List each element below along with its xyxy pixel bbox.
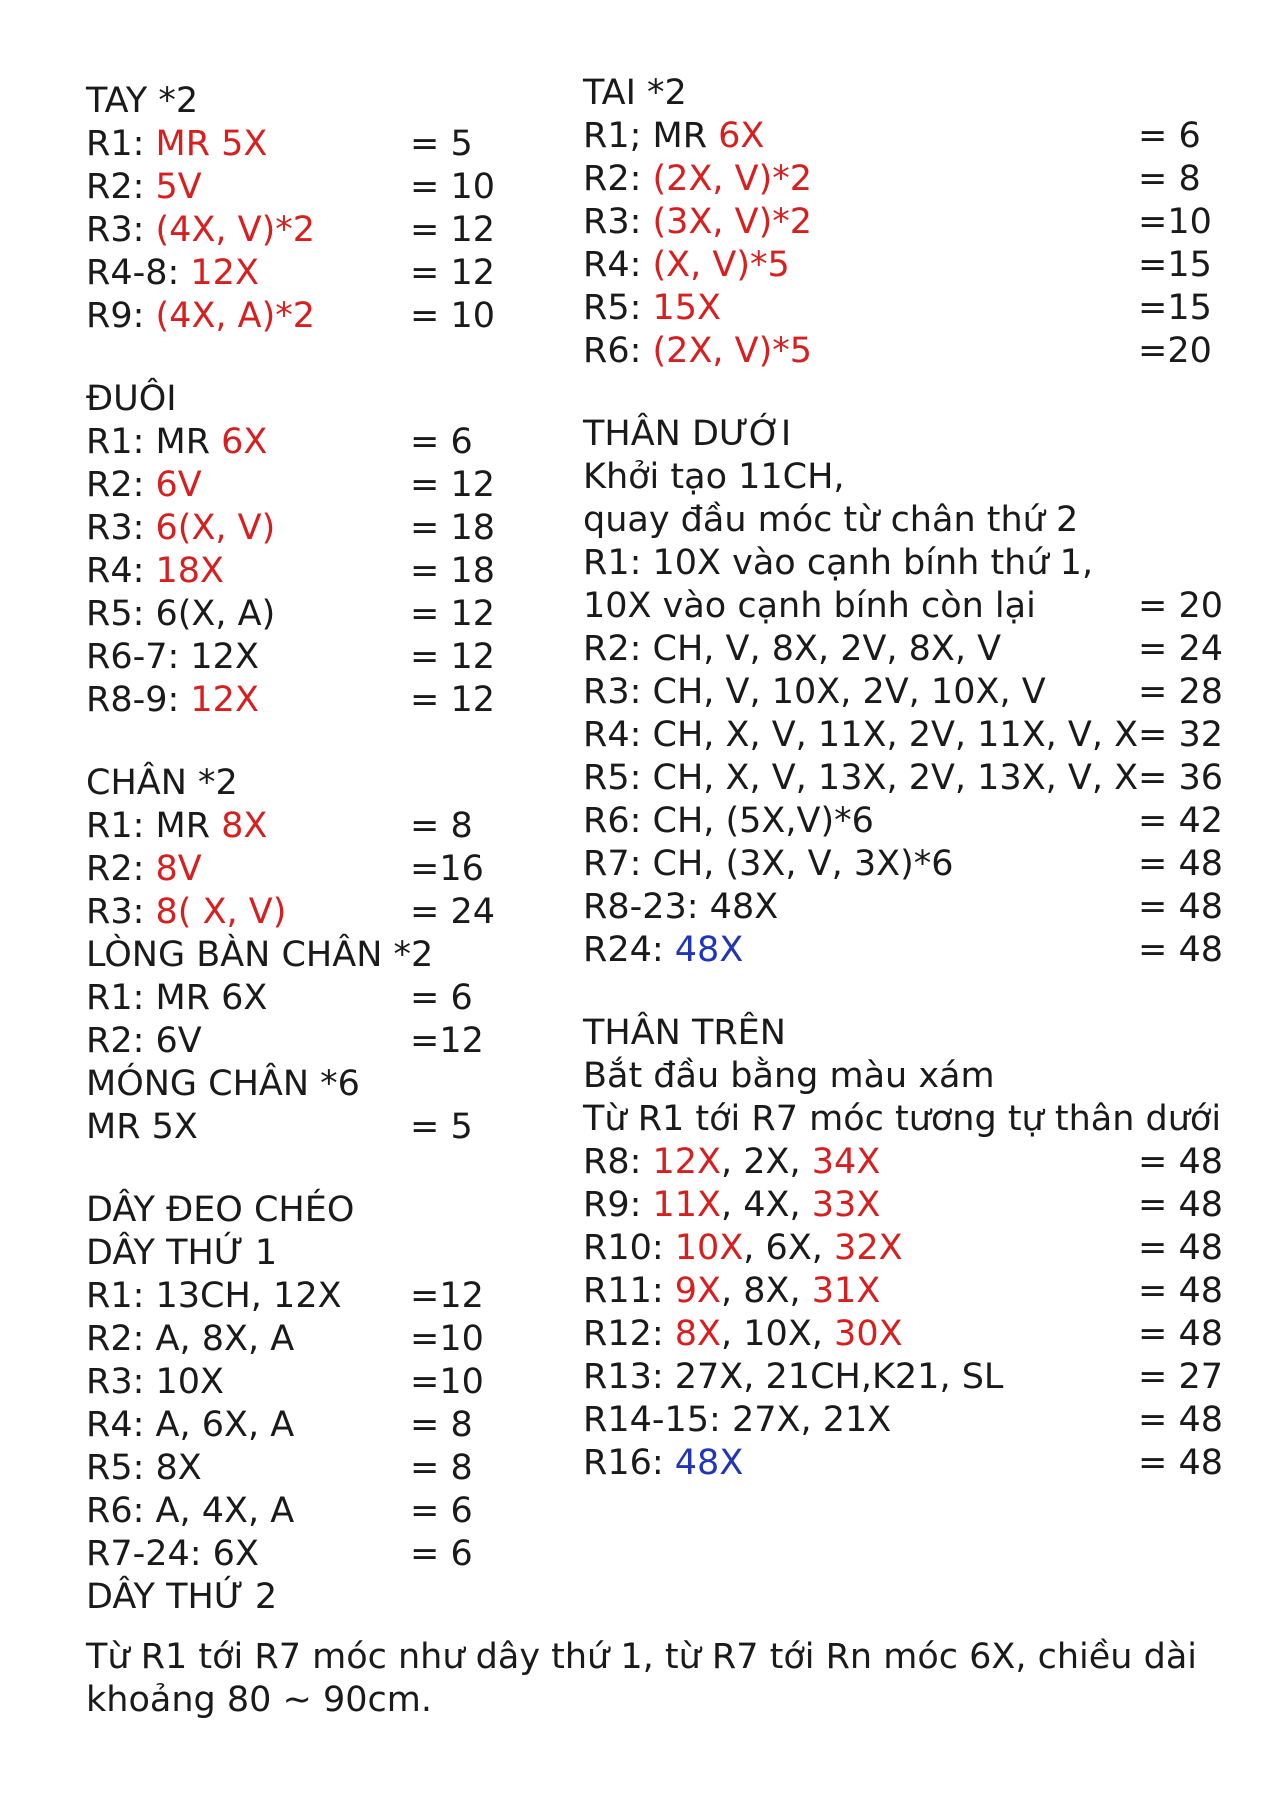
section-heading: quay đầu móc từ chân thứ 2 [583, 500, 1079, 540]
stitch-count: = 10 [410, 167, 495, 207]
highlighted-stitch: 12X [652, 1142, 722, 1182]
row-instruction [583, 1400, 891, 1440]
row-instruction [583, 288, 721, 328]
pattern-row [583, 201, 1243, 244]
pattern-row [86, 550, 506, 593]
stitch-count: = 12 [410, 680, 495, 720]
pattern-row [86, 166, 506, 209]
stitch-text: R3: CH, V, 10X, 2V, 10X, V [583, 672, 1046, 712]
row-instruction [583, 245, 790, 285]
footer-line-2: khoảng 80 ~ 90cm. [86, 1680, 432, 1720]
stitch-count: = 28 [1138, 672, 1223, 712]
row-instruction [86, 1405, 294, 1445]
highlighted-stitch: 33X [811, 1185, 881, 1225]
stitch-count: =12 [410, 1276, 484, 1316]
section-heading: THÂN DƯỚI [583, 414, 792, 454]
pattern-row [86, 1404, 506, 1447]
stitch-count: = 48 [1138, 1185, 1223, 1225]
stitch-count: = 12 [410, 210, 495, 250]
stitch-text: R1: [86, 124, 156, 164]
stitch-text: , 10X, [721, 1314, 835, 1354]
pattern-row [583, 244, 1243, 287]
highlighted-stitch: 12X [190, 680, 259, 720]
stitch-text: R6: [583, 331, 653, 371]
stitch-count: = 8 [410, 1448, 473, 1488]
stitch-count: = 12 [410, 637, 495, 677]
pattern-row [583, 1356, 1243, 1399]
stitch-text: 10X vào cạnh bính còn lại [583, 586, 1036, 626]
pattern-row [86, 252, 506, 295]
pattern-row [86, 1361, 506, 1404]
row-instruction [86, 551, 224, 591]
pattern-row [86, 593, 506, 636]
stitch-text: R3: [86, 892, 156, 932]
row-instruction [583, 586, 1036, 626]
stitch-count: = 36 [1138, 758, 1223, 798]
row-instruction [86, 167, 202, 207]
section-heading: R1: 10X vào cạnh bính thứ 1, [583, 543, 1094, 583]
spacer [583, 972, 1243, 1012]
row-instruction [583, 1443, 743, 1483]
footer-line-1: Từ R1 tới R7 móc như dây thứ 1, từ R7 tới Rn móc 6X, chiều dài [86, 1637, 1197, 1677]
stitch-count: =10 [410, 1319, 484, 1359]
highlighted-stitch: 10X [674, 1228, 744, 1268]
stitch-count: = 24 [410, 892, 495, 932]
stitch-text: R9: [86, 296, 156, 336]
row-instruction [583, 887, 778, 927]
highlighted-stitch: 6X [718, 116, 765, 156]
pattern-row [583, 671, 1243, 714]
stitch-count: = 6 [410, 978, 473, 1018]
stitch-count: =15 [1138, 245, 1212, 285]
stitch-text: R2: [86, 167, 156, 207]
stitch-text: R3: 10X [86, 1362, 225, 1402]
section-heading: DÂY THỨ 1 [86, 1233, 278, 1273]
section-heading: TAI *2 [583, 73, 687, 113]
pattern-row [583, 886, 1243, 929]
row-instruction [583, 629, 1001, 669]
stitch-text: R3: [86, 210, 156, 250]
row-instruction [583, 1185, 880, 1225]
stitch-count: = 32 [1138, 715, 1223, 755]
stitch-text: , 8X, [721, 1271, 812, 1311]
highlighted-stitch: 18X [155, 551, 225, 591]
highlighted-stitch: 9X [674, 1271, 722, 1311]
stitch-count: = 27 [1138, 1357, 1223, 1397]
pattern-row [583, 330, 1243, 373]
row-instruction [86, 210, 315, 250]
stitch-count: = 6 [410, 422, 473, 462]
stitch-text: R5: CH, X, V, 13X, 2V, 13X, V, X [583, 758, 1139, 798]
row-instruction [86, 465, 202, 505]
row-instruction [86, 1534, 259, 1574]
stitch-count: = 5 [410, 124, 473, 164]
row-instruction [86, 1491, 294, 1531]
stitch-count: = 8 [410, 806, 473, 846]
stitch-count: = 6 [410, 1491, 473, 1531]
stitch-text: R2: [86, 465, 156, 505]
pattern-row [86, 679, 506, 722]
stitch-text: R4: A, 6X, A [86, 1405, 295, 1445]
highlighted-stitch: 8V [155, 849, 202, 889]
pattern-row [86, 1490, 506, 1533]
stitch-text: R8: [583, 1142, 653, 1182]
stitch-text: R5: 6(X, A) [86, 594, 276, 634]
highlighted-stitch: 5V [155, 167, 202, 207]
row-instruction [86, 253, 259, 293]
pattern-row [583, 628, 1243, 671]
stitch-text: R6-7: 12X [86, 637, 259, 677]
stitch-count: = 48 [1138, 844, 1223, 884]
highlighted-stitch: 6(X, V) [155, 508, 276, 548]
stitch-count: = 48 [1138, 887, 1223, 927]
pattern-row [86, 977, 506, 1020]
row-instruction [86, 1448, 202, 1488]
highlighted-stitch: (4X, V)*2 [155, 210, 316, 250]
pattern-row [86, 1318, 506, 1361]
stitch-text: , 2X, [721, 1142, 812, 1182]
highlighted-stitch: (2X, V)*5 [652, 331, 813, 371]
row-instruction [583, 715, 1138, 755]
section-heading: TAY *2 [86, 81, 199, 121]
stitch-text: R24: [583, 930, 675, 970]
row-instruction [583, 930, 743, 970]
section-heading: DÂY ĐEO CHÉO [86, 1190, 355, 1230]
highlighted-stitch: 11X [652, 1185, 722, 1225]
section-heading: MÓNG CHÂN *6 [86, 1064, 360, 1104]
pattern-row [583, 1184, 1243, 1227]
row-instruction [86, 296, 315, 336]
spacer [583, 373, 1243, 413]
row-instruction [583, 672, 1046, 712]
stitch-count: =15 [1138, 288, 1212, 328]
pattern-row [86, 507, 506, 550]
stitch-count: = 48 [1138, 1228, 1223, 1268]
highlighted-stitch: (X, V)*5 [652, 245, 790, 285]
stitch-count: = 6 [410, 1534, 473, 1574]
highlighted-stitch: 8X [221, 806, 268, 846]
stitch-text: R10: [583, 1228, 675, 1268]
stitch-text: R5: 8X [86, 1448, 202, 1488]
row-instruction [86, 1107, 198, 1147]
stitch-text: R3: [583, 202, 653, 242]
highlighted-stitch: (2X, V)*2 [652, 159, 813, 199]
section-heading: Từ R1 tới R7 móc tương tự thân dưới [583, 1099, 1222, 1139]
row-instruction [86, 1021, 202, 1061]
stitch-count: = 18 [410, 551, 495, 591]
highlighted-stitch: (4X, A)*2 [155, 296, 316, 336]
row-instruction [583, 1357, 1003, 1397]
row-instruction [583, 331, 812, 371]
row-instruction [86, 849, 202, 889]
pattern-row [583, 714, 1243, 757]
highlighted-stitch: 8( X, V) [155, 892, 287, 932]
stitch-text: R13: 27X, 21CH,K21, SL [583, 1357, 1004, 1397]
row-instruction [86, 1276, 342, 1316]
pattern-row [86, 1106, 506, 1149]
row-instruction [583, 844, 954, 884]
highlighted-stitch: 31X [811, 1271, 881, 1311]
row-instruction [86, 1319, 294, 1359]
stitch-text: R11: [583, 1271, 675, 1311]
pattern-row [86, 805, 506, 848]
highlighted-stitch: 32X [834, 1228, 903, 1268]
section-heading: CHÂN *2 [86, 763, 238, 803]
highlighted-stitch: 48X [674, 1443, 744, 1483]
stitch-count: = 48 [1138, 1443, 1223, 1483]
pattern-row [583, 1270, 1243, 1313]
stitch-text: R9: [583, 1185, 653, 1225]
stitch-count: = 24 [1138, 629, 1223, 669]
highlighted-stitch: (3X, V)*2 [652, 202, 813, 242]
highlighted-stitch: 6X [221, 422, 268, 462]
stitch-text: , 4X, [721, 1185, 812, 1225]
stitch-count: = 18 [410, 508, 495, 548]
row-instruction [583, 801, 874, 841]
stitch-count: =12 [410, 1021, 484, 1061]
highlighted-stitch: 12X [190, 253, 259, 293]
pattern-row [86, 1275, 506, 1318]
stitch-text: R5: [583, 288, 653, 328]
pattern-row [86, 848, 506, 891]
stitch-text: R2: [583, 159, 653, 199]
spacer [86, 1149, 506, 1189]
stitch-text: R8-23: 48X [583, 887, 779, 927]
row-instruction [583, 1142, 880, 1182]
pattern-row [86, 464, 506, 507]
stitch-count: = 48 [1138, 1271, 1223, 1311]
stitch-text: R4: CH, X, V, 11X, 2V, 11X, V, X [583, 715, 1139, 755]
pattern-row [86, 209, 506, 252]
stitch-text: R4: [583, 245, 653, 285]
stitch-text: , 6X, [743, 1228, 835, 1268]
stitch-count: = 10 [410, 296, 495, 336]
section-heading: ĐUÔI [86, 379, 177, 419]
section-heading: LÒNG BÀN CHÂN *2 [86, 935, 434, 975]
pattern-row [583, 1442, 1243, 1485]
pattern-row [583, 585, 1243, 628]
stitch-count: = 12 [410, 594, 495, 634]
stitch-text: R2: [86, 849, 156, 889]
stitch-text: R1: MR [86, 422, 222, 462]
row-instruction [86, 637, 259, 677]
stitch-text: MR 5X [86, 1107, 198, 1147]
left-column [86, 80, 506, 1619]
stitch-text: R16: [583, 1443, 675, 1483]
row-instruction [86, 594, 275, 634]
row-instruction [583, 159, 812, 199]
stitch-text: R1; MR [583, 116, 719, 156]
row-instruction [86, 422, 267, 462]
pattern-row [86, 421, 506, 464]
section-heading: THÂN TRÊN [583, 1013, 786, 1053]
highlighted-stitch: 15X [652, 288, 722, 328]
stitch-text: R1: MR [86, 806, 222, 846]
pattern-row [583, 1227, 1243, 1270]
stitch-count: = 20 [1138, 586, 1223, 626]
spacer [86, 722, 506, 762]
stitch-text: R1: 13CH, 12X [86, 1276, 342, 1316]
footer-note [86, 1636, 1246, 1722]
pattern-row [86, 636, 506, 679]
row-instruction [86, 124, 267, 164]
stitch-count: =10 [1138, 202, 1212, 242]
pattern-row [583, 843, 1243, 886]
stitch-text: R6: A, 4X, A [86, 1491, 295, 1531]
stitch-text: R2: CH, V, 8X, 2V, 8X, V [583, 629, 1002, 669]
stitch-text: R1: MR 6X [86, 978, 268, 1018]
stitch-text: R7-24: 6X [86, 1534, 259, 1574]
row-instruction [86, 978, 267, 1018]
row-instruction [583, 1228, 903, 1268]
pattern-row [583, 1141, 1243, 1184]
highlighted-stitch: 6V [155, 465, 202, 505]
pattern-row [86, 1020, 506, 1063]
stitch-text: R3: [86, 508, 156, 548]
stitch-text: R6: CH, (5X,V)*6 [583, 801, 874, 841]
stitch-count: =10 [410, 1362, 484, 1402]
stitch-text: R7: CH, (3X, V, 3X)*6 [583, 844, 954, 884]
stitch-count: = 42 [1138, 801, 1223, 841]
pattern-row [583, 115, 1243, 158]
pattern-row [583, 757, 1243, 800]
row-instruction [86, 680, 259, 720]
stitch-text: R2: A, 8X, A [86, 1319, 295, 1359]
stitch-count: = 12 [410, 465, 495, 505]
stitch-text: R8-9: [86, 680, 191, 720]
stitch-count: = 8 [410, 1405, 473, 1445]
stitch-count: =20 [1138, 331, 1212, 371]
pattern-row [86, 295, 506, 338]
row-instruction [86, 1362, 224, 1402]
section-heading: DÂY THỨ 2 [86, 1577, 278, 1617]
pattern-row [583, 929, 1243, 972]
row-instruction [86, 892, 286, 932]
row-instruction [583, 758, 1138, 798]
pattern-row [583, 800, 1243, 843]
highlighted-stitch: 30X [834, 1314, 903, 1354]
pattern-row [583, 1313, 1243, 1356]
highlighted-stitch: 48X [674, 930, 744, 970]
pattern-row [86, 1533, 506, 1576]
row-instruction [583, 1314, 903, 1354]
pattern-row [86, 123, 506, 166]
row-instruction [583, 116, 764, 156]
section-heading: Khởi tạo 11CH, [583, 457, 845, 497]
right-column [583, 72, 1243, 1485]
stitch-count: = 5 [410, 1107, 473, 1147]
stitch-count: = 6 [1138, 116, 1201, 156]
row-instruction [86, 806, 267, 846]
row-instruction [86, 508, 275, 548]
pattern-row [86, 1447, 506, 1490]
spacer [86, 338, 506, 378]
row-instruction [583, 1271, 880, 1311]
stitch-text: R12: [583, 1314, 675, 1354]
stitch-text: R2: 6V [86, 1021, 202, 1061]
pattern-row [583, 287, 1243, 330]
stitch-count: = 12 [410, 253, 495, 293]
section-heading: Bắt đầu bằng màu xám [583, 1056, 995, 1096]
stitch-count: = 48 [1138, 1314, 1223, 1354]
stitch-count: = 48 [1138, 1400, 1223, 1440]
stitch-count: = 48 [1138, 930, 1223, 970]
stitch-count: = 48 [1138, 1142, 1223, 1182]
pattern-row [583, 158, 1243, 201]
row-instruction [583, 202, 812, 242]
highlighted-stitch: 8X [674, 1314, 722, 1354]
stitch-count: =16 [410, 849, 484, 889]
highlighted-stitch: MR 5X [155, 124, 268, 164]
stitch-count: = 8 [1138, 159, 1201, 199]
stitch-text: R14-15: 27X, 21X [583, 1400, 892, 1440]
pattern-row [583, 1399, 1243, 1442]
stitch-text: R4-8: [86, 253, 191, 293]
stitch-text: R4: [86, 551, 156, 591]
highlighted-stitch: 34X [811, 1142, 881, 1182]
pattern-row [86, 891, 506, 934]
